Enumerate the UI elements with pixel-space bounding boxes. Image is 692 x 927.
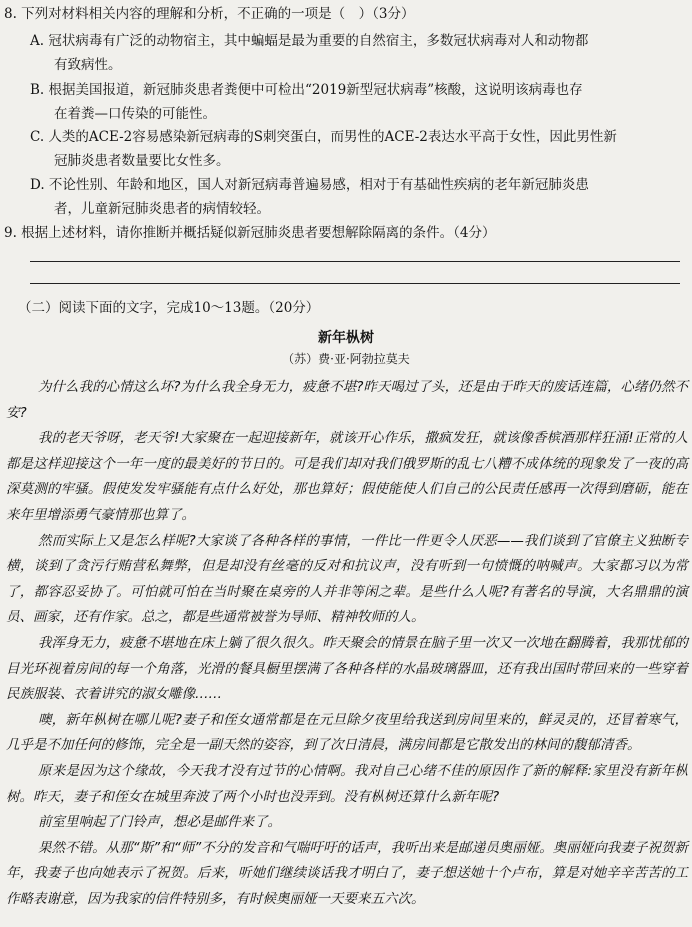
paragraph: 为什么我的心情这么坏?为什么我全身无力，疲惫不堪?昨天喝过了头，还是由于昨天的废话连篇，心绪仍然不安? [6, 379, 688, 421]
question-9-stem: 9. 根据上述材料，请你推断并概括疑似新冠肺炎患者要想解除隔离的条件。（4分） [4, 225, 496, 241]
option-c-line2: 冠肺炎患者数量要比女性多。 [54, 153, 230, 169]
paragraph: 我的老天爷呀，老天爷!大家聚在一起迎接新年，就该开心作乐，撒疯发狂，就该像香槟酒那样狂涌!正常的人都是这样迎接这个一年一度的最美好的节日的。可是我们却对我们俄罗斯的乱七八糟不成体统的现象发了一夜的高深莫测的牢骚。假使发发牢骚能有点什么好处，那也算好；假使能使人们自己的公民责任感再一次得到磨砺，能在来年里增添勇气豪情那也算了。 [6, 430, 688, 523]
article-title: 新年枞树 [318, 330, 374, 346]
paragraph: 果然不错。从那“斯”和“师”不分的发音和气喘吁吁的话声，我听出来是邮递员奥丽娅。奥丽娅向我妻子祝贺新年，我妻子也向她表示了祝贺。后来，听她们继续谈话我才明白了，妻子想送她十个卢布，算是对她辛辛苦苦的工作略表谢意，因为我家的信件特别多，有时候奥丽娅一天要来五六次。 [6, 839, 688, 907]
answer-line-1 [30, 261, 680, 262]
answer-line-2 [30, 283, 680, 284]
option-d-line1: D. 不论性别、年龄和地区，国人对新冠病毒普遍易感，相对于有基础性疾病的老年新冠肺炎患 [30, 177, 589, 193]
option-a-line1: A. 冠状病毒有广泛的动物宿主，其中蝙蝠是最为重要的自然宿主，多数冠状病毒对人和动物都 [30, 33, 589, 49]
article-body [6, 375, 688, 912]
paragraph: 前室里响起了门铃声，想必是邮件来了。 [38, 814, 281, 831]
option-b-line2: 在着粪—口传染的可能性。 [54, 106, 216, 122]
article-author: （苏）费·亚·阿勃拉莫夫 [282, 352, 410, 366]
option-a-line2: 有致病性。 [54, 57, 122, 73]
paragraph: 我浑身无力，疲惫不堪地在床上躺了很久很久。昨天聚会的情景在脑子里一次又一次地在翻腾着，我那忧郁的目光环视着房间的每一个角落，光滑的餐具橱里摆满了各种各样的水晶玻璃器皿，还有我出国时带回来的一些穿着民族服装、衣着讲究的淑女雕像…… [6, 634, 688, 703]
section-heading: （二）阅读下面的文字，完成10～13题。（20分） [18, 300, 320, 316]
option-d-line2: 者，儿童新冠肺炎患者的病情较轻。 [54, 201, 270, 217]
question-8-stem: 8. 下列对材料相关内容的理解和分析，不正确的一项是（ ）（3分） [4, 6, 415, 22]
option-b-line1: B. 根据美国报道，新冠肺炎患者粪便中可检出“2019新型冠状病毒”核酸，这说明该病毒也存 [30, 82, 583, 98]
paragraph: 噢，新年枞树在哪儿呢?妻子和侄女通常都是在元旦除夕夜里给我送到房间里来的，鲜灵灵的，还冒着寒气，几乎是不加任何的修饰，完全是一副天然的姿容，到了次日清晨，满房间都是它散发出的林间的馥郁清香。 [6, 711, 688, 754]
option-c-line1: C. 人类的ACE-2容易感染新冠病毒的S刺突蛋白，而男性的ACE-2表达水平高于女性，因此男性新 [30, 129, 617, 145]
paragraph: 原来是因为这个缘故，今天我才没有过节的心情啊。我对自己心绪不佳的原因作了新的解释:家里没有新年枞树。昨天，妻子和侄女在城里奔波了两个小时也没弄到。没有枞树还算什么新年呢? [6, 762, 688, 805]
paragraph: 然而实际上又是怎么样呢?大家谈了各种各样的事情，一件比一件更令人厌恶——我们谈到了官僚主义独断专横，谈到了贪污行贿营私舞弊，但是却没有丝毫的反对和抗议声，没有听到一句愤慨的呐喊声。大家都习以为常了，都容忍妥协了。可怕就可怕在当时聚在桌旁的人并非等闲之辈。是些什么人呢?有著名的导演，大名鼎鼎的演员、画家，还有作家。总之，都是些通常被誉为导师、精神牧师的人。 [6, 532, 688, 626]
